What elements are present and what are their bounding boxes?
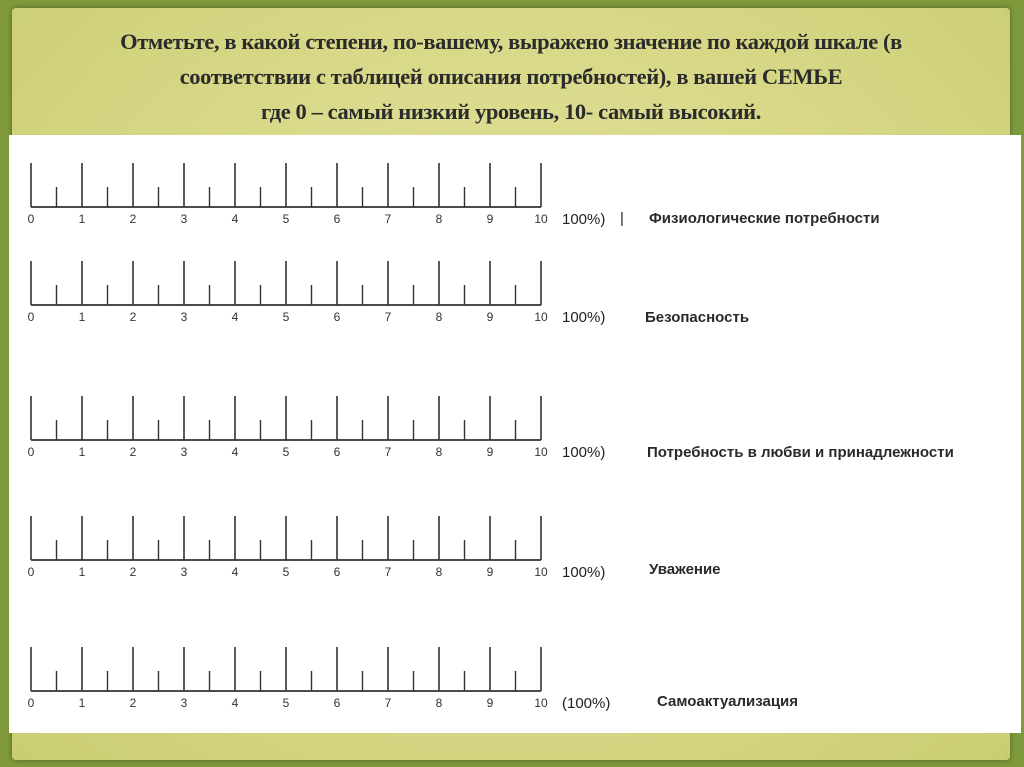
tick-label: 8 xyxy=(435,445,443,459)
tick-label: 10 xyxy=(534,445,548,459)
tick-label: 0 xyxy=(27,212,35,226)
tick-label: 10 xyxy=(534,696,548,710)
tick-label: 2 xyxy=(129,445,137,459)
tick-label: 4 xyxy=(231,310,239,324)
tick-label: 5 xyxy=(282,565,290,579)
tick-label: 6 xyxy=(333,310,341,324)
rating-scale-2 xyxy=(28,396,954,461)
tick-label: 2 xyxy=(129,565,137,579)
tick-label: 9 xyxy=(486,696,494,710)
title-line-1: Отметьте, в какой степени, по-вашему, выражено значение по каждой шкале (в xyxy=(120,29,902,54)
need-label: Безопасность xyxy=(645,309,750,326)
tick-label: 7 xyxy=(384,310,392,324)
tick-label: 5 xyxy=(282,696,290,710)
tick-label: 10 xyxy=(534,212,548,226)
tick-label: 9 xyxy=(486,212,494,226)
tick-label: 1 xyxy=(78,445,86,459)
tick-label: 7 xyxy=(384,565,392,579)
tick-label: 2 xyxy=(129,212,137,226)
scales-panel xyxy=(9,135,1021,733)
scale-max-percent: (100%) xyxy=(562,695,611,712)
tick-label: 9 xyxy=(486,310,494,324)
need-label: Самоактуализация xyxy=(657,693,799,710)
need-label: Физиологические потребности xyxy=(649,210,880,227)
tick-label: 4 xyxy=(231,212,239,226)
tick-label: 1 xyxy=(78,696,86,710)
rating-scale-1 xyxy=(28,261,749,326)
rating-scale-4 xyxy=(28,647,798,712)
tick-label: 3 xyxy=(180,565,188,579)
tick-label: 8 xyxy=(435,565,443,579)
tick-label: 2 xyxy=(129,310,137,324)
title-line-3: где 0 – самый низкий уровень, 10- самый высокий. xyxy=(261,99,761,124)
tick-label: 3 xyxy=(180,212,188,226)
tick-label: 1 xyxy=(78,565,86,579)
tick-label: 5 xyxy=(282,445,290,459)
tick-label: 9 xyxy=(486,565,494,579)
tick-label: 6 xyxy=(333,696,341,710)
tick-label: 0 xyxy=(27,310,35,324)
scale-max-percent: 100%) xyxy=(562,211,606,228)
title-line-2: соответствии с таблицей описания потребностей), в вашей СЕМЬЕ xyxy=(179,64,843,89)
tick-label: 4 xyxy=(231,696,239,710)
tick-label: 4 xyxy=(231,445,239,459)
tick-label: 10 xyxy=(534,565,548,579)
tick-label: 8 xyxy=(435,696,443,710)
tick-label: 8 xyxy=(435,212,443,226)
tick-label: 0 xyxy=(27,445,35,459)
scale-marker: | xyxy=(620,210,624,227)
rating-scale-0 xyxy=(28,163,880,228)
tick-label: 0 xyxy=(27,696,35,710)
tick-label: 9 xyxy=(486,445,494,459)
tick-label: 8 xyxy=(435,310,443,324)
scale-max-percent: 100%) xyxy=(562,309,606,326)
tick-label: 7 xyxy=(384,696,392,710)
scale-max-percent: 100%) xyxy=(562,564,606,581)
tick-label: 1 xyxy=(78,212,86,226)
tick-label: 6 xyxy=(333,445,341,459)
tick-label: 5 xyxy=(282,310,290,324)
tick-label: 4 xyxy=(231,565,239,579)
tick-label: 6 xyxy=(333,212,341,226)
slide-title xyxy=(32,24,990,129)
tick-label: 1 xyxy=(78,310,86,324)
need-label: Потребность в любви и принадлежности xyxy=(647,444,954,461)
tick-label: 6 xyxy=(333,565,341,579)
tick-label: 3 xyxy=(180,445,188,459)
tick-label: 2 xyxy=(129,696,137,710)
scales-drawing xyxy=(9,135,1021,733)
need-label: Уважение xyxy=(649,561,721,578)
tick-label: 7 xyxy=(384,212,392,226)
rating-scale-3 xyxy=(28,516,721,581)
scale-max-percent: 100%) xyxy=(562,444,606,461)
tick-label: 0 xyxy=(27,565,35,579)
tick-label: 3 xyxy=(180,696,188,710)
tick-label: 3 xyxy=(180,310,188,324)
tick-label: 5 xyxy=(282,212,290,226)
tick-label: 10 xyxy=(534,310,548,324)
tick-label: 7 xyxy=(384,445,392,459)
